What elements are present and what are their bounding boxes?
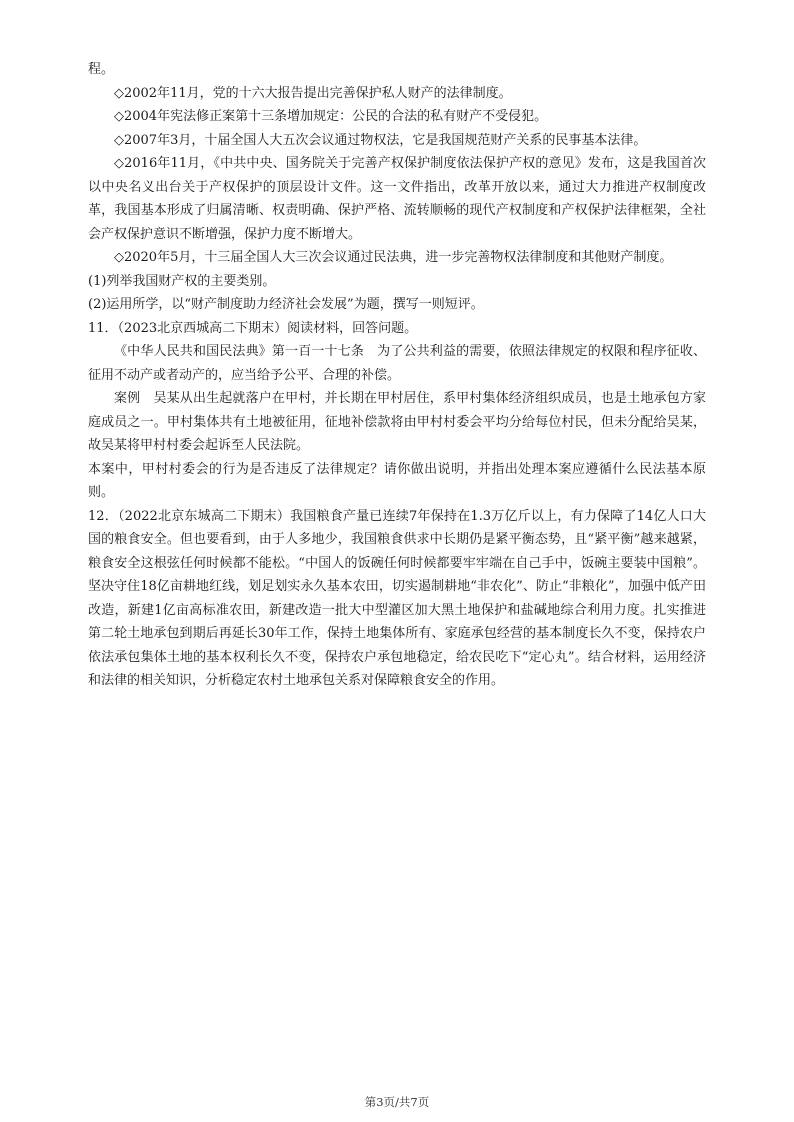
sub-question-1: (1)列举我国财产权的主要类别。 bbox=[88, 273, 276, 289]
civil-code-article-117: 《中华人民共和国民法典》第一百一十七条 为了公共利益的需要，依照法律规定的权限和程序征收、征用不动产或者动产的，应当给予公平、合理的补偿。 bbox=[88, 344, 706, 383]
document-body bbox=[88, 58, 706, 693]
timeline-item-2004: ◇2004年宪法修正案第十三条增加规定：公民的合法的私有财产不受侵犯。 bbox=[114, 109, 548, 124]
paragraph-continuation: 程。 bbox=[88, 62, 115, 77]
case-description: 案例 吴某从出生起就落户在甲村，并长期在甲村居住，系甲村集体经济组织成员，也是土地承包方家庭成员之一。甲村集体共有土地被征用，征地补偿款将由甲村村委会平均分给每位村民，但未分配给吴某，故吴某将甲村村委会起诉至人民法院。 bbox=[88, 391, 706, 453]
timeline-item-2007: ◇2007年3月，十届全国人大五次会议通过物权法，它是我国规范财产关系的民事基本法律。 bbox=[114, 132, 647, 148]
timeline-item-2020: ◇2020年5月，十三届全国人大三次会议通过民法典，进一步完善物权法律制度和其他财产制度。 bbox=[114, 250, 673, 265]
timeline-item-2002: ◇2002年11月，党的十六大报告提出完善保护私人财产的法律制度。 bbox=[114, 85, 512, 101]
question-11-prompt: 本案中，甲村村委会的行为是否违反了法律规定？请你做出说明，并指出处理本案应遵循什么民法基本原则。 bbox=[88, 461, 706, 500]
sub-question-2: (2)运用所学，以“财产制度助力经济社会发展”为题，撰写一则短评。 bbox=[88, 297, 484, 312]
page-number-footer: 第3页/共7页 bbox=[364, 1095, 430, 1109]
question-11-heading: 11．（2023北京西城高二下期末）阅读材料，回答问题。 bbox=[88, 320, 418, 336]
question-12: 12．（2022北京东城高二下期末）我国粮食产量已连续7年保持在1.3万亿斤以上，有力保障了14亿人口大国的粮食安全。但也要看到，由于人多地少，我国粮食供求中长期仍是紧平衡态势，且“紧平衡”越来越紧，粮食安全这根弦任何时候都不能松。“中国人的饭碗任何时候都要牢牢端在自己手中，饭碗主要装中国粮”。坚决守住18亿亩耕地红线，划足划实永久基本农田，切实遏制耕地“非农化”、防止“非粮化”，加强中低产田改造，新建1亿亩高标准农田，新建改造一批大中型灌区加大黑土地保护和盐碱地综合利用力度。扎实推进第二轮土地承包到期后再延长30年工作，保持土地集体所有、家庭承包经营的基本制度长久不变，保持农户依法承包集体土地的基本权利长久不变，保持农户承包地稳定，给农民吃下“定心丸”。结合材料，运用经济和法律的相关知识，分析稳定农村土地承包关系对保障粮食安全的作用。 bbox=[88, 508, 706, 688]
timeline-item-2016: ◇2016年11月，《中共中央、国务院关于完善产权保护制度依法保护产权的意见》发布，这是我国首次以中央名义出台关于产权保护的顶层设计文件。这一文件指出，改革开放以来，通过大力推进产权制度改革，我国基本形成了归属清晰、权责明确、保护严格、流转顺畅的现代产权制度和产权保护法律框架，全社会产权保护意识不断增强，保护力度不断增大。 bbox=[88, 156, 706, 242]
